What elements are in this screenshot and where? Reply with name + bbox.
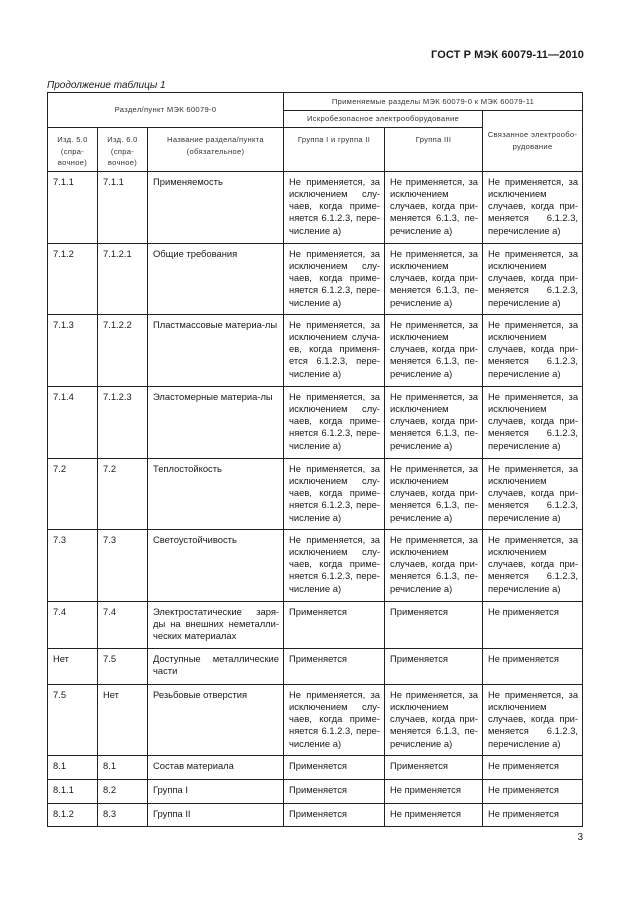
table-body xyxy=(48,93,583,827)
associated-cell: Не применяется xyxy=(483,601,583,648)
section-name-cell: Применяемость xyxy=(148,171,284,243)
section-name-cell: Светоустойчивость xyxy=(148,529,284,601)
group-1-2-cell: Не применяется, за исключением слу-чаев, когда приме-няется 6.1.2.3, пере-числение а) xyxy=(284,458,385,529)
edition-5-cell: 8.1.2 xyxy=(48,803,98,826)
group-1-2-cell: Применяется xyxy=(284,779,385,803)
associated-cell: Не применяется, за исключением случаев, когда при-меняется 6.1.2.3, перечисление а) xyxy=(483,314,583,386)
group-1-2-cell: Не применяется, за исключением слу-чаев, когда приме-няется 6.1.2.3, пере-числение а) xyxy=(284,386,385,458)
edition-5-cell: 8.1 xyxy=(48,755,98,779)
group-3-cell: Не применяется, за исключением случаев, когда при-меняется 6.1.3, пе-речисление а) xyxy=(385,171,483,243)
group-3-cell: Не применяется, за исключением случаев, когда при-меняется 6.1.3, пе-речисление а) xyxy=(385,314,483,386)
associated-cell: Не применяется, за исключением случаев, когда при-меняется 6.1.2.3, перечисление а) xyxy=(483,386,583,458)
edition-6-cell: 7.2 xyxy=(98,458,148,529)
group-3-cell: Не применяется, за исключением случаев, когда при-меняется 6.1.3, пе-речисление а) xyxy=(385,243,483,314)
group-3-cell: Не применяется, за исключением случаев, когда при-меняется 6.1.3, пе-речисление а) xyxy=(385,386,483,458)
group-1-2-cell: Применяется xyxy=(284,755,385,779)
associated-cell: Не применяется xyxy=(483,779,583,803)
edition-5-cell: 7.1.2 xyxy=(48,243,98,314)
section-name-cell: Резьбовые отверстия xyxy=(148,684,284,755)
edition-6-cell: 7.1.2.3 xyxy=(98,386,148,458)
edition-6-header: Изд. 6.0 (спра-вочное) xyxy=(98,128,148,172)
edition-5-cell: 7.1.3 xyxy=(48,314,98,386)
edition-6-cell: 8.3 xyxy=(98,803,148,826)
document-standard-header: ГОСТ Р МЭК 60079-11—2010 xyxy=(431,49,584,61)
intrinsically-safe-header: Искробезопасное электрооборудование xyxy=(284,111,483,128)
edition-6-cell: 7.3 xyxy=(98,529,148,601)
associated-cell: Не применяется, за исключением случаев, когда при-меняется 6.1.2.3, перечисление а) xyxy=(483,458,583,529)
edition-5-cell: 8.1.1 xyxy=(48,779,98,803)
table-row xyxy=(48,386,583,458)
associated-equipment-header: Связанное электрообо-рудование xyxy=(483,111,583,172)
edition-5-cell: 7.5 xyxy=(48,684,98,755)
edition-5-cell: 7.3 xyxy=(48,529,98,601)
table-row xyxy=(48,314,583,386)
group-3-cell: Не применяется, за исключением случаев, когда при-меняется 6.1.3, пе-речисление а) xyxy=(385,684,483,755)
section-name-cell: Эластомерные материа-лы xyxy=(148,386,284,458)
group-3-cell: Применяется xyxy=(385,755,483,779)
group-1-2-cell: Применяется xyxy=(284,648,385,684)
group-3-cell: Не применяется, за исключением случаев, когда при-меняется 6.1.3, пе-речисление а) xyxy=(385,529,483,601)
table-row xyxy=(48,755,583,779)
section-name-cell: Пластмассовые материа-лы xyxy=(148,314,284,386)
applicable-sections-header: Применяемые разделы МЭК 60079-0 к МЭК 60079-11 xyxy=(284,93,583,111)
edition-5-cell: 7.4 xyxy=(48,601,98,648)
table-row xyxy=(48,529,583,601)
edition-6-cell: 8.2 xyxy=(98,779,148,803)
group-3-header: Группа III xyxy=(385,128,483,172)
group-3-cell: Не применяется, за исключением случаев, когда при-меняется 6.1.3, пе-речисление а) xyxy=(385,458,483,529)
table-row xyxy=(48,648,583,684)
associated-cell: Не применяется, за исключением случаев, когда при-меняется 6.1.2.3, перечисление а) xyxy=(483,529,583,601)
section-name-cell: Группа II xyxy=(148,803,284,826)
table-row xyxy=(48,171,583,243)
edition-6-cell: 7.1.1 xyxy=(98,171,148,243)
table-row xyxy=(48,803,583,826)
table-row xyxy=(48,684,583,755)
group-3-cell: Не применяется xyxy=(385,803,483,826)
edition-6-cell: Нет xyxy=(98,684,148,755)
table-continuation-label: Продолжение таблицы 1 xyxy=(47,80,166,91)
edition-5-cell: 7.1.1 xyxy=(48,171,98,243)
applicability-table xyxy=(47,92,583,827)
table-row xyxy=(48,779,583,803)
edition-6-cell: 8.1 xyxy=(98,755,148,779)
edition-6-cell: 7.4 xyxy=(98,601,148,648)
section-name-cell: Доступные металлические части xyxy=(148,648,284,684)
group-1-2-header: Группа I и группа II xyxy=(284,128,385,172)
group-1-2-cell: Не применяется, за исключением слу-чаев, когда приме-няется 6.1.2.3, пере-числение а) xyxy=(284,684,385,755)
group-1-2-cell: Применяется xyxy=(284,601,385,648)
associated-cell: Не применяется xyxy=(483,755,583,779)
edition-6-cell: 7.5 xyxy=(98,648,148,684)
section-name-cell: Состав материала xyxy=(148,755,284,779)
section-name-cell: Общие требования xyxy=(148,243,284,314)
edition-6-cell: 7.1.2.2 xyxy=(98,314,148,386)
group-1-2-cell: Применяется xyxy=(284,803,385,826)
section-name-cell: Группа I xyxy=(148,779,284,803)
group-1-2-cell: Не применяется, за исключением слу-чаев, когда приме-няется 6.1.2.3, пере-числение а) xyxy=(284,171,385,243)
page-number: 3 xyxy=(577,832,583,843)
edition-6-cell: 7.1.2.1 xyxy=(98,243,148,314)
section-name-header: Название раздела/пункта (обязательное) xyxy=(148,128,284,172)
table-row xyxy=(48,458,583,529)
group-3-cell: Применяется xyxy=(385,648,483,684)
section-group-header: Раздел/пункт МЭК 60079-0 xyxy=(48,93,284,128)
associated-cell: Не применяется, за исключением случаев, когда при-меняется 6.1.2.3, перечисление а) xyxy=(483,243,583,314)
group-1-2-cell: Не применяется, за исключением случа-ев, когда применя-ется 6.1.2.3, пере-числение а) xyxy=(284,314,385,386)
edition-5-cell: 7.2 xyxy=(48,458,98,529)
section-name-cell: Теплостойкость xyxy=(148,458,284,529)
associated-cell: Не применяется xyxy=(483,648,583,684)
section-name-cell: Электростатические заря-ды на внешних неметалли-ческих материалах xyxy=(148,601,284,648)
associated-cell: Не применяется xyxy=(483,803,583,826)
edition-5-cell: 7.1.4 xyxy=(48,386,98,458)
table-row xyxy=(48,601,583,648)
group-1-2-cell: Не применяется, за исключением слу-чаев, когда приме-няется 6.1.2.3, пере-числение а) xyxy=(284,243,385,314)
edition-5-cell: Нет xyxy=(48,648,98,684)
associated-cell: Не применяется, за исключением случаев, когда при-меняется 6.1.2.3, перечисление а) xyxy=(483,684,583,755)
table-row xyxy=(48,243,583,314)
edition-5-header: Изд. 5.0 (спра-вочное) xyxy=(48,128,98,172)
header-row-1 xyxy=(48,93,583,111)
group-1-2-cell: Не применяется, за исключением слу-чаев, когда приме-няется 6.1.2.3, пере-числение а) xyxy=(284,529,385,601)
group-3-cell: Применяется xyxy=(385,601,483,648)
group-3-cell: Не применяется xyxy=(385,779,483,803)
associated-cell: Не применяется, за исключением случаев, когда при-меняется 6.1.2.3, перечисление а) xyxy=(483,171,583,243)
